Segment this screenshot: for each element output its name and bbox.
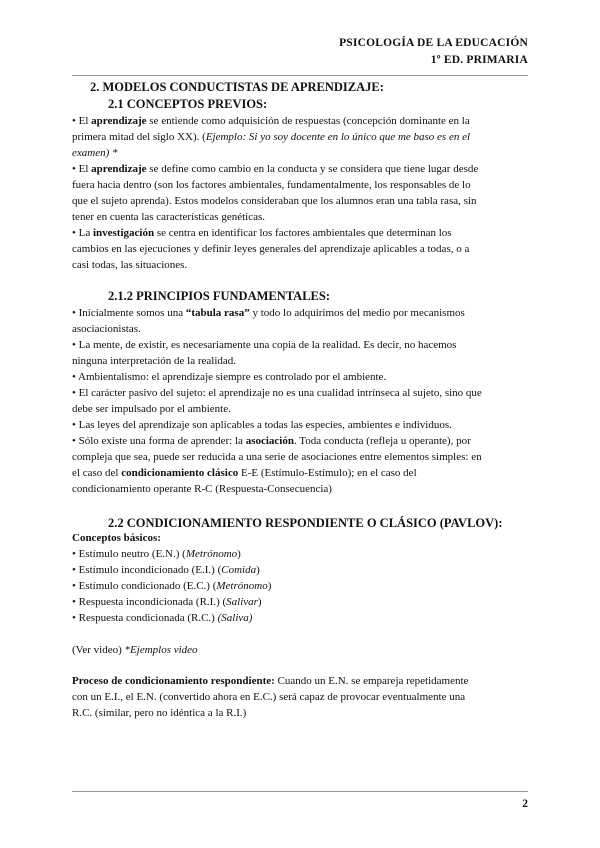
subsection-title-condicionamiento: 2.2 CONDICIONAMIENTO RESPONDIENTE O CLÁSICO (PAVLOV): [108,516,503,530]
text-line [72,129,532,145]
text-run: y todo lo adquirimos del medio por mecanismos [249,307,465,319]
footer-divider [72,791,528,792]
italic-text: *Ejemplos video [124,644,198,656]
text-run: • Inicialmente somos una [72,307,186,319]
text-line [72,594,532,610]
text-run: • Ambientalismo: el aprendizaje siempre es controlado por el ambiente. [72,371,387,383]
text-line [72,241,532,257]
text-run: con un E.I., el E.N. (convertido ahora en E.C.) será capaz de provocar eventualmente una [72,691,466,703]
text-line [72,369,532,385]
italic-text: Salivar [226,596,258,608]
text-run: • Las leyes del aprendizaje son aplicables a todas las especies, ambientes e individuos. [72,419,452,431]
text-run: debe ser impulsado por el ambiente. [72,403,231,415]
text-line [72,417,532,433]
text-run: • El [72,163,92,175]
text-run: primera mitad del siglo XX). ( [72,131,206,143]
text-line [72,673,532,689]
text-run: R.C. (similar, pero no idéntica a la R.I.) [72,707,247,719]
text-line [72,705,532,721]
italic-text: Ejemplo: Si yo soy docente en lo único que me baso es en el [205,131,471,143]
text-run: • La mente, de existir, es necesariamente una copia de la realidad. Es decir, no hacemos [72,339,457,351]
subsection-title-conceptos-previos: 2.1 CONCEPTOS PREVIOS: [108,97,268,111]
text-line [72,481,532,497]
text-line [72,433,532,449]
text-run: condicionamiento operante R-C (Respuesta-Consecuencia) [72,483,332,495]
header-divider [72,75,528,76]
text-line [72,225,532,241]
text-run: se centra en identificar los factores ambientales que determinan los [154,227,452,239]
text-run: Cuando un E.N. se empareja repetidamente [274,675,469,687]
text-line [72,401,532,417]
text-line [72,353,532,369]
text-line [72,161,532,177]
bold-text: Proceso de condicionamiento respondiente: [72,675,275,687]
text-line [72,113,532,129]
bold-text: asociación [245,435,294,447]
text-run: • Respuesta incondicionada (R.I.) ( [72,596,227,608]
italic-text: (Saliva) [217,612,253,624]
text-run: ) [257,596,262,608]
text-run: casi todas, las situaciones. [72,259,188,271]
text-line [72,642,532,658]
bold-text: aprendizaje [91,163,147,175]
section-title: 2. MODELOS CONDUCTISTAS DE APRENDIZAJE: [90,80,384,94]
bold-text: aprendizaje [91,115,147,127]
bold-text: “tabula rasa” [185,307,250,319]
text-line [72,257,532,273]
italic-text: Comida [221,564,257,576]
text-run: • Estímulo incondicionado (E.I.) ( [72,564,222,576]
text-line [72,465,532,481]
text-line [72,209,532,225]
text-line [72,305,532,321]
text-run: • Estímulo neutro (E.N.) ( [72,548,186,560]
text-run: ninguna interpretación de la realidad. [72,355,237,367]
page-number: 2 [522,798,528,810]
text-run: E-E (Estímulo-Estímulo); en el caso del [238,467,417,479]
italic-text: examen) * [72,147,118,159]
text-run: compleja que sea, puede ser reducida a una serie de asociaciones entre elementos simples: en [72,451,482,463]
text-run: que el sujeto aprenda). Estos modelos consideraban que los alumnos eran una tabla rasa, sin [72,195,477,207]
text-run: tener en cuenta las características genéticas. [72,211,265,223]
text-line [72,177,532,193]
text-line [72,530,532,546]
text-run: (Ver video) [72,644,125,656]
text-run: cambios en las ejecuciones y definir leyes generales del aprendizaje aplicables a todas, o a [72,243,470,255]
text-run: • El carácter pasivo del sujeto: el aprendizaje no es una cualidad intrínseca al sujeto, sino que [72,387,482,399]
text-run: • Respuesta condicionada (R.C.) [72,612,218,624]
text-run: se define como cambio en la conducta y se considera que tiene lugar desde [146,163,479,175]
text-line [72,449,532,465]
text-run: • La [72,227,93,239]
text-run: asociacionistas. [72,323,141,335]
bold-text: condicionamiento clásico [121,467,239,479]
header-course-level: 1º ED. PRIMARIA [430,54,528,66]
text-run: ) [237,548,241,560]
text-run: ) [267,580,272,592]
text-line [72,385,532,401]
text-line [72,145,532,161]
text-line [72,193,532,209]
italic-text: Metrónomo [216,580,268,592]
text-run: el caso del [72,467,122,479]
bold-text: investigación [92,227,155,239]
text-line [72,337,532,353]
text-line [72,610,532,626]
text-run: • Sólo existe una forma de aprender: la [72,435,246,447]
text-run: se entiende como adquisición de respuestas (concepción dominante en la [146,115,470,127]
text-run: . Toda conducta (refleja u operante), por [293,435,471,447]
text-line [72,689,532,705]
bold-text: Conceptos básicos: [72,532,161,544]
text-line [72,321,532,337]
italic-text: Metrónomo [185,548,238,560]
text-run: • Estímulo condicionado (E.C.) ( [72,580,217,592]
text-line [72,546,532,562]
text-run: • El [72,115,92,127]
text-line [72,578,532,594]
subsection-title-principios: 2.1.2 PRINCIPIOS FUNDAMENTALES: [108,289,331,303]
header-course-title: PSICOLOGÍA DE LA EDUCACIÓN [339,37,528,49]
text-run: fuera hacia dentro (son los factores ambientales, fundamentalmente, los responsables de lo [72,179,471,191]
text-run: ) [256,564,260,576]
text-line [72,562,532,578]
